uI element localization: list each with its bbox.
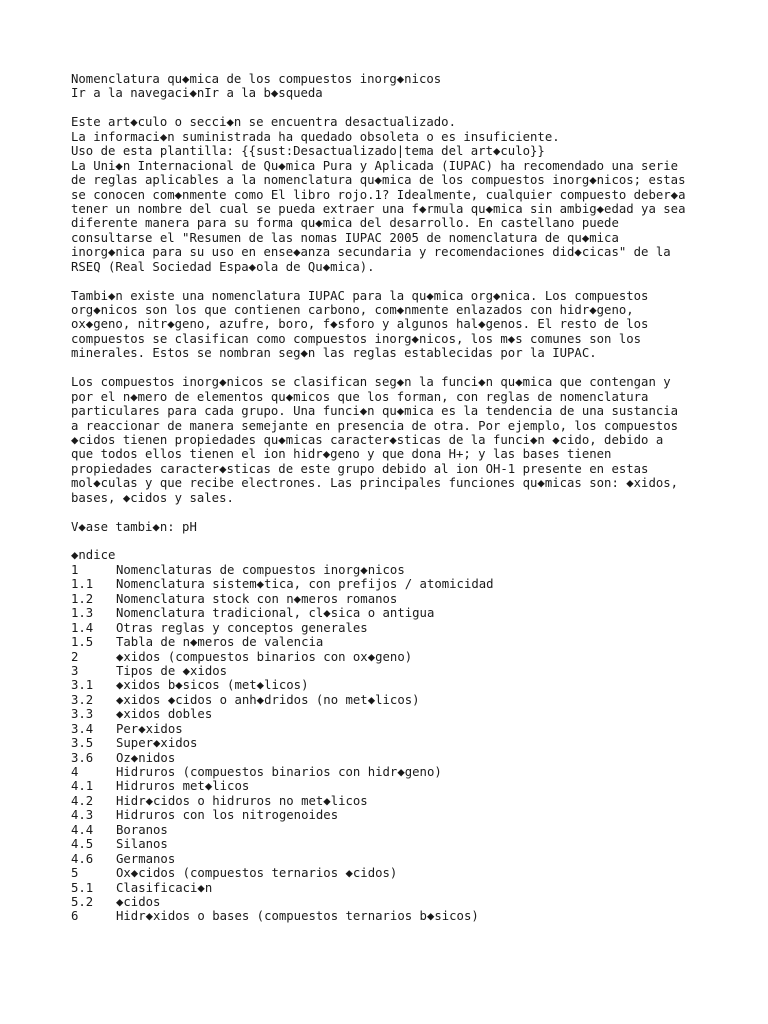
toc-item-number: 1.2 [71, 591, 94, 606]
toc-item-number: 2 [71, 649, 79, 664]
toc-item[interactable] [71, 621, 751, 635]
toc-item-title[interactable]: Tipos de ◆xidos [116, 663, 228, 678]
document-page [71, 72, 751, 924]
toc-item-title[interactable]: Clasificaci◆n [116, 880, 213, 895]
notice-line: La informaci◆n suministrada ha quedado obsoleta o es insuficiente. [71, 129, 560, 144]
toc-item[interactable] [71, 606, 751, 620]
toc-item-number: 3 [71, 663, 79, 678]
toc-item[interactable] [71, 678, 751, 692]
classification-paragraph [71, 375, 751, 505]
toc-item-number: 3.6 [71, 750, 94, 765]
paragraph-line: consultarse el "Resumen de las nomas IUPAC 2005 de nomenclatura de qu◆mica [71, 230, 619, 245]
toc-item-title[interactable]: Nomenclatura tradicional, cl◆sica o antigua [116, 606, 435, 621]
spacer [71, 534, 751, 548]
toc-item[interactable] [71, 635, 751, 649]
table-of-contents [71, 548, 751, 923]
toc-item-title[interactable]: Nomenclatura stock con n◆meros romanos [116, 591, 398, 606]
paragraph-line: Los compuestos inorg◆nicos se clasifican seg◆n la funci◆n qu◆mica que contengan y [71, 375, 671, 390]
toc-item[interactable] [71, 823, 751, 837]
toc-item-number: 4.6 [71, 851, 94, 866]
toc-item-title[interactable]: Ox◆cidos (compuestos ternarios ◆cidos) [116, 866, 398, 881]
paragraph-line: minerales. Estos se nombran seg◆n las reglas establecidas por la IUPAC. [71, 346, 597, 361]
toc-item-title[interactable]: Hidruros con los nitrogenoides [116, 808, 339, 823]
paragraph-line: RSEQ (Real Sociedad Espa◆ola de Qu◆mica). [71, 259, 375, 274]
toc-item-number: 3.5 [71, 736, 94, 751]
toc-item-number: 5 [71, 866, 79, 881]
paragraph-line: Tambi◆n existe una nomenclatura IUPAC para la qu◆mica org◆nica. Los compuestos [71, 288, 649, 303]
paragraph-line: mol◆culas y que recibe electrones. Las principales funciones qu◆micas son: ◆xidos, [71, 476, 679, 491]
navigation-links[interactable]: Ir a la navegaci◆nIr a la b◆squeda [71, 86, 323, 101]
toc-item-number: 4 [71, 765, 79, 779]
toc-item[interactable] [71, 866, 751, 880]
paragraph-line: inorg◆nica para su uso en ense◆anza secundaria y recomendaciones did◆cicas" de la [71, 245, 671, 260]
toc-item-title[interactable]: ◆xidos (compuestos binarios con ox◆geno) [116, 649, 413, 664]
toc-item-number: 4.1 [71, 779, 94, 794]
toc-item[interactable] [71, 707, 751, 721]
toc-item[interactable] [71, 736, 751, 750]
notice-line: Uso de esta plantilla: {{sust:Desactualizado|tema del art◆culo}} [71, 144, 545, 159]
toc-item[interactable] [71, 577, 751, 591]
toc-item-title[interactable]: Germanos [116, 851, 176, 866]
paragraph-line: de reglas aplicables a la nomenclatura qu◆mica de los compuestos inorg◆nicos; estas [71, 173, 686, 188]
toc-item-title[interactable]: ◆xidos ◆cidos o anh◆dridos (no met◆licos) [116, 692, 420, 707]
toc-item[interactable] [71, 779, 751, 793]
toc-item-title[interactable]: Hidruros met◆licos [116, 779, 250, 794]
paragraph-line: propiedades caracter◆sticas de este grupo debido al ion OH-1 presente en estas [71, 461, 649, 476]
toc-item-number: 3.2 [71, 692, 94, 707]
toc-item-title[interactable]: Otras reglas y conceptos generales [116, 620, 368, 635]
toc-item-number: 1.4 [71, 620, 94, 635]
toc-item-title[interactable]: ◆xidos b◆sicos (met◆licos) [116, 678, 309, 693]
outdated-notice [71, 115, 751, 158]
toc-item-title[interactable]: ◆xidos dobles [116, 707, 213, 722]
toc-list [71, 563, 751, 924]
toc-item-number: 6 [71, 909, 79, 924]
paragraph-line: La Uni◆n Internacional de Qu◆mica Pura y Aplicada (IUPAC) ha recomendado una serie [71, 158, 679, 173]
organic-paragraph [71, 289, 751, 361]
toc-item[interactable] [71, 852, 751, 866]
intro-paragraph [71, 159, 751, 275]
toc-item-number: 4.5 [71, 837, 94, 852]
paragraph-line: ox◆geno, nitr◆geno, azufre, boro, f◆sforo y algunos hal◆genos. El resto de los [71, 317, 649, 332]
toc-item[interactable] [71, 592, 751, 606]
spacer [71, 274, 751, 288]
toc-item[interactable] [71, 751, 751, 765]
toc-item-title[interactable]: Super◆xidos [116, 736, 198, 751]
toc-item-number: 1.1 [71, 577, 94, 592]
toc-item-number: 4.2 [71, 793, 94, 808]
toc-heading: ◆ndice [71, 548, 116, 563]
toc-item-title[interactable]: Oz◆nidos [116, 750, 176, 765]
paragraph-line: org◆nicos son los que contienen carbono, com◆nmente enlazados con hidr◆geno, [71, 303, 634, 317]
toc-item[interactable] [71, 650, 751, 664]
toc-item-number: 3.1 [71, 678, 94, 693]
paragraph-line: a reaccionar de manera semejante en presencia de otra. Por ejemplo, los compuestos [71, 418, 679, 433]
toc-item-number: 1 [71, 562, 79, 577]
paragraph-line: ◆cidos tienen propiedades qu◆micas caracter◆sticas de la funci◆n ◆cido, debido a [71, 432, 664, 447]
paragraph-line: bases, ◆cidos y sales. [71, 490, 234, 505]
paragraph-line: compuestos se clasifican como compuestos inorg◆nicos, los m◆s comunes son los [71, 331, 642, 346]
notice-line: Este art◆culo o secci◆n se encuentra desactualizado. [71, 115, 456, 130]
paragraph-line: que todos ellos tienen el ion hidr◆geno y que dona H+; y las bases tienen [71, 447, 612, 462]
toc-item[interactable] [71, 693, 751, 707]
toc-item[interactable] [71, 563, 751, 577]
toc-item-title[interactable]: Tabla de n◆meros de valencia [116, 635, 324, 650]
toc-item[interactable] [71, 765, 751, 779]
toc-item-number: 3.4 [71, 721, 94, 736]
paragraph-line: diferente manera para su forma qu◆mica del desarrollo. En castellano puede [71, 216, 619, 231]
toc-item[interactable] [71, 909, 751, 923]
toc-item-title[interactable]: Hidr◆cidos o hidruros no met◆licos [116, 793, 368, 808]
toc-item-title[interactable]: ◆cidos [116, 894, 161, 909]
toc-item[interactable] [71, 808, 751, 822]
paragraph-line: se conocen com◆nmente como El libro rojo.1? Idealmente, cualquier compuesto deber◆a [71, 187, 686, 202]
toc-item-number: 5.2 [71, 894, 94, 909]
toc-item-number: 4.3 [71, 808, 94, 823]
toc-item-title[interactable]: Boranos [116, 822, 168, 837]
toc-item[interactable] [71, 881, 751, 895]
toc-item[interactable] [71, 895, 751, 909]
toc-item-number: 5.1 [71, 880, 94, 895]
spacer [71, 361, 751, 375]
toc-item[interactable] [71, 837, 751, 851]
toc-item-title[interactable]: Hidruros (compuestos binarios con hidr◆geno) [116, 765, 442, 779]
paragraph-line: tener un nombre del cual se pueda extraer una f◆rmula qu◆mica sin ambig◆edad ya sea [71, 201, 686, 216]
toc-item-title[interactable]: Nomenclatura sistem◆tica, con prefijos / atomicidad [116, 577, 494, 592]
toc-item-number: 1.5 [71, 635, 94, 650]
see-also-link[interactable]: V◆ase tambi◆n: pH [71, 519, 197, 534]
toc-item-title[interactable]: Hidr◆xidos o bases (compuestos ternarios b◆sicos) [116, 909, 479, 924]
toc-item-title[interactable]: Per◆xidos [116, 721, 183, 736]
toc-item-title[interactable]: Silanos [116, 837, 168, 852]
spacer [71, 101, 751, 115]
toc-item-title[interactable]: Nomenclaturas de compuestos inorg◆nicos [116, 562, 405, 577]
toc-item-number: 1.3 [71, 606, 94, 621]
toc-item-number: 3.3 [71, 707, 94, 722]
paragraph-line: por el n◆mero de elementos qu◆micos que los forman, con reglas de nomenclatura [71, 389, 649, 404]
toc-item[interactable] [71, 794, 751, 808]
toc-item-number: 4.4 [71, 822, 94, 837]
toc-item[interactable] [71, 722, 751, 736]
paragraph-line: particulares para cada grupo. Una funci◆n qu◆mica es la tendencia de una sustancia [71, 404, 679, 419]
spacer [71, 505, 751, 519]
page-title: Nomenclatura qu◆mica de los compuestos inorg◆nicos [71, 72, 442, 86]
toc-item[interactable] [71, 664, 751, 678]
